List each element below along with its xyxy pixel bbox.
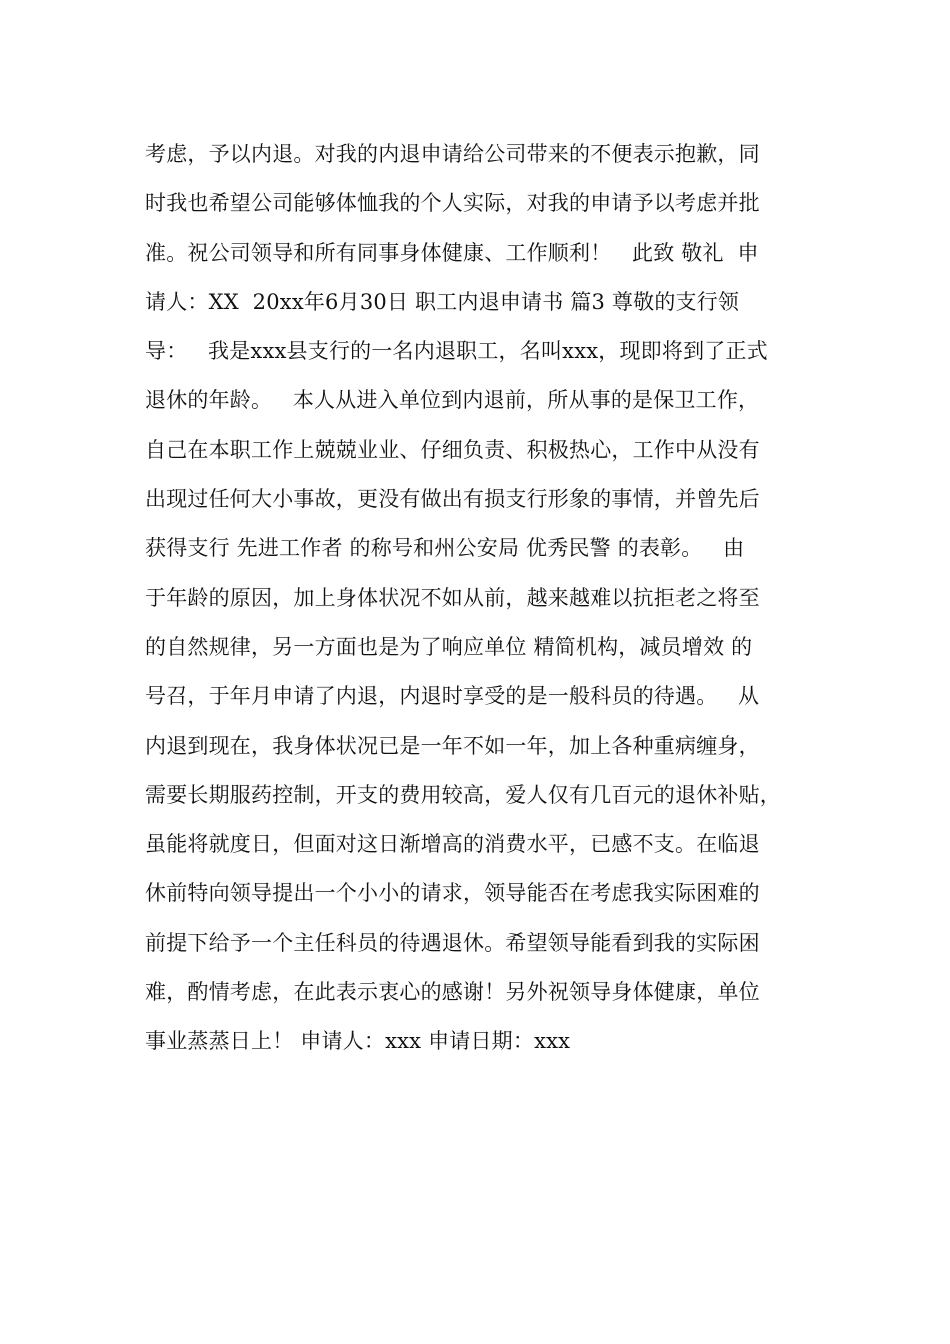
text-line-1: 考虑，予以内退。对我的内退申请给公司带来的不便表示抱歉，同 <box>145 142 760 166</box>
text-line-19: 事业蒸蒸日上！ 申请人：xxx 申请日期：xxx <box>145 1029 571 1054</box>
text-line-14: 需要长期服药控制，开支的费用较高，爱人仅有几百元的退休补贴， <box>145 782 781 807</box>
text-line-2: 时我也希望公司能够体恤我的个人实际，对我的申请予以考虑并批 <box>145 191 760 216</box>
text-line-16: 休前特向领导提出一个小小的请求，领导能否在考虑我实际困难的 <box>145 881 760 906</box>
text-line-12: 号召，于年月申请了内退，内退时享受的是一般科员的待遇。 从 <box>145 684 760 709</box>
text-line-10: 于年龄的原因，加上身体状况不如从前，越来越难以抗拒老之将至 <box>145 585 760 610</box>
text-line-17: 前提下给予一个主任科员的待遇退休。希望领导能看到我的实际困 <box>145 930 760 955</box>
text-line-8: 出现过任何大小事故，更没有做出有损支行形象的事情，并曾先后 <box>145 487 760 512</box>
text-line-15: 虽能将就度日，但面对这日渐增高的消费水平，已感不支。在临退 <box>145 832 760 857</box>
body-text <box>145 130 815 1067</box>
text-line-9: 获得支行 先进工作者 的称号和州公安局 优秀民警 的表彰。 由 <box>145 536 745 561</box>
text-line-11: 的自然规律，另一方面也是为了响应单位 精简机构，减员增效 的 <box>145 634 753 659</box>
text-line-7: 自己在本职工作上兢兢业业、仔细负责、积极热心，工作中从没有 <box>145 437 760 462</box>
text-line-6: 退休的年龄。 本人从进入单位到内退前，所从事的是保卫工作， <box>145 388 760 413</box>
text-line-4: 请人：XX 20xx年6月30日 职工内退申请书 篇3 尊敬的支行领 <box>145 289 740 314</box>
text-line-13: 内退到现在，我身体状况已是一年不如一年，加上各种重病缠身， <box>145 733 760 758</box>
text-line-5: 导： 我是xxx县支行的一名内退职工，名叫xxx，现即将到了正式 <box>145 339 768 364</box>
text-line-18: 难，酌情考虑，在此表示衷心的感谢！另外祝领导身体健康，单位 <box>145 980 760 1005</box>
text-line-3: 准。祝公司领导和所有同事身体健康、工作顺利！ 此致 敬礼 申 <box>145 240 759 265</box>
